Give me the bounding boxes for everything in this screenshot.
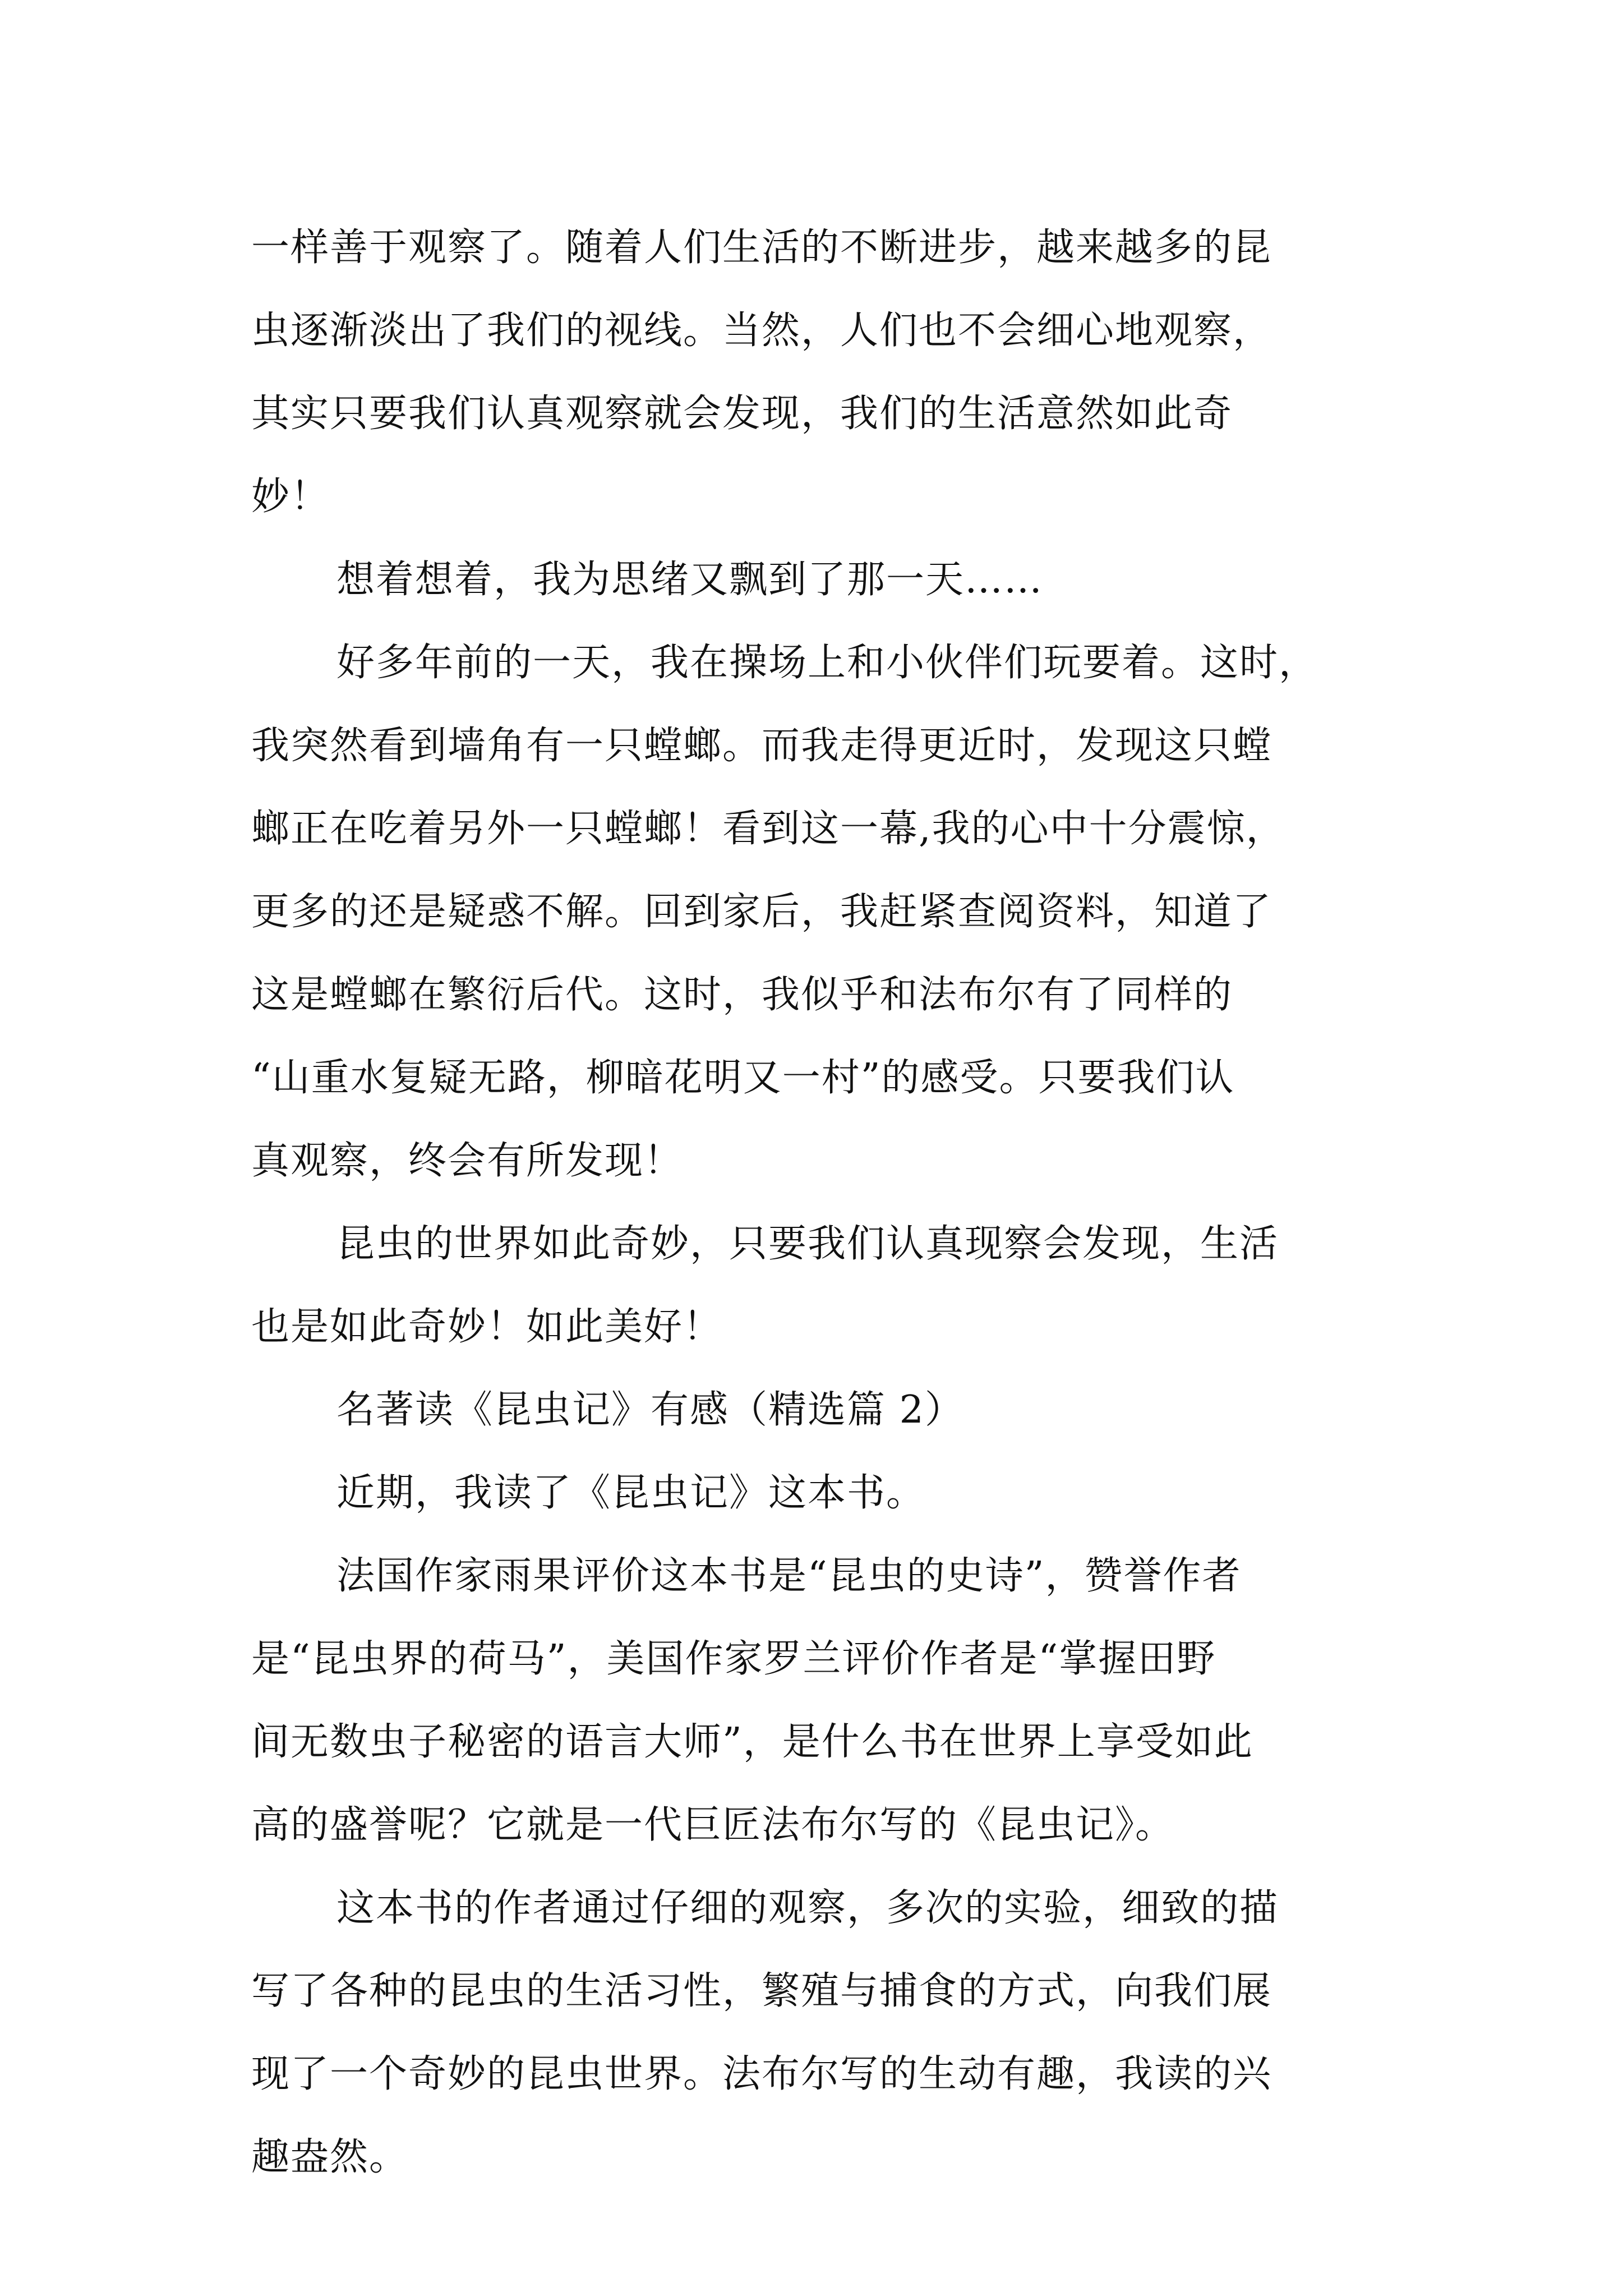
- text-line: 我突然看到墙角有一只螳螂。而我走得更近时，发现这只螳: [251, 724, 1272, 768]
- text-line: “山重水复疑无路，柳暗花明又一村”的感受。只要我们认: [251, 1056, 1235, 1100]
- text-line: 好多年前的一天，我在操场上和小伙伴们玩要着。这时，: [336, 641, 1318, 685]
- body-text: [251, 206, 1373, 2199]
- text-line: 近期，我读了《昆虫记》这本书。: [336, 1471, 926, 1515]
- text-line: 真观察，终会有所发现！: [251, 1139, 684, 1183]
- text-line: 这是螳螂在繁衍后代。这时，我似乎和法布尔有了同样的: [251, 973, 1233, 1017]
- text-line: 趣盎然。: [251, 2135, 409, 2179]
- text-line: 虫逐渐淡出了我们的视线。当然，人们也不会细心地观察，: [251, 309, 1272, 353]
- text-line: 是“昆虫界的荷马”，美国作家罗兰评价作者是“掌握田野: [251, 1637, 1216, 1681]
- text-line: 昆虫的世界如此奇妙，只要我们认真现察会发现，生活: [336, 1222, 1279, 1266]
- text-line: 其实只要我们认真观察就会发现，我们的生活意然如此奇: [251, 392, 1233, 436]
- text-line: 也是如此奇妙！如此美好！: [251, 1305, 723, 1349]
- text-line: 妙！: [251, 475, 330, 519]
- text-line: 更多的还是疑惑不解。回到家后，我赶紧查阅资料，知道了: [251, 890, 1272, 934]
- text-line: 螂正在吃着另外一只螳螂！看到这一幕,我的心中十分震惊，: [251, 807, 1285, 851]
- text-line: 现了一个奇妙的昆虫世界。法布尔写的生动有趣，我读的兴: [251, 2052, 1272, 2096]
- text-line: 写了各种的昆虫的生活习性，繁殖与捕食的方式，向我们展: [251, 1969, 1272, 2013]
- text-line: 间无数虫子秘密的语言大师”，是什么书在世界上享受如此: [251, 1720, 1253, 1764]
- text-line: 高的盛誉呢？它就是一代巨匠法布尔写的《昆虫记》。: [251, 1803, 1175, 1847]
- text-line: 一样善于观察了。随着人们生活的不断进步，越来越多的昆: [251, 226, 1272, 270]
- text-line: 这本书的作者通过仔细的观察，多次的实验，细致的描: [336, 1886, 1279, 1930]
- section-heading: 名著读《昆虫记》有感（精选篇 2）: [336, 1388, 964, 1432]
- text-line: 法国作家雨果评价这本书是“昆虫的史诗”，赞誉作者: [336, 1554, 1242, 1598]
- text-line: 想着想着，我为思绪又飘到了那一天……: [336, 558, 1044, 602]
